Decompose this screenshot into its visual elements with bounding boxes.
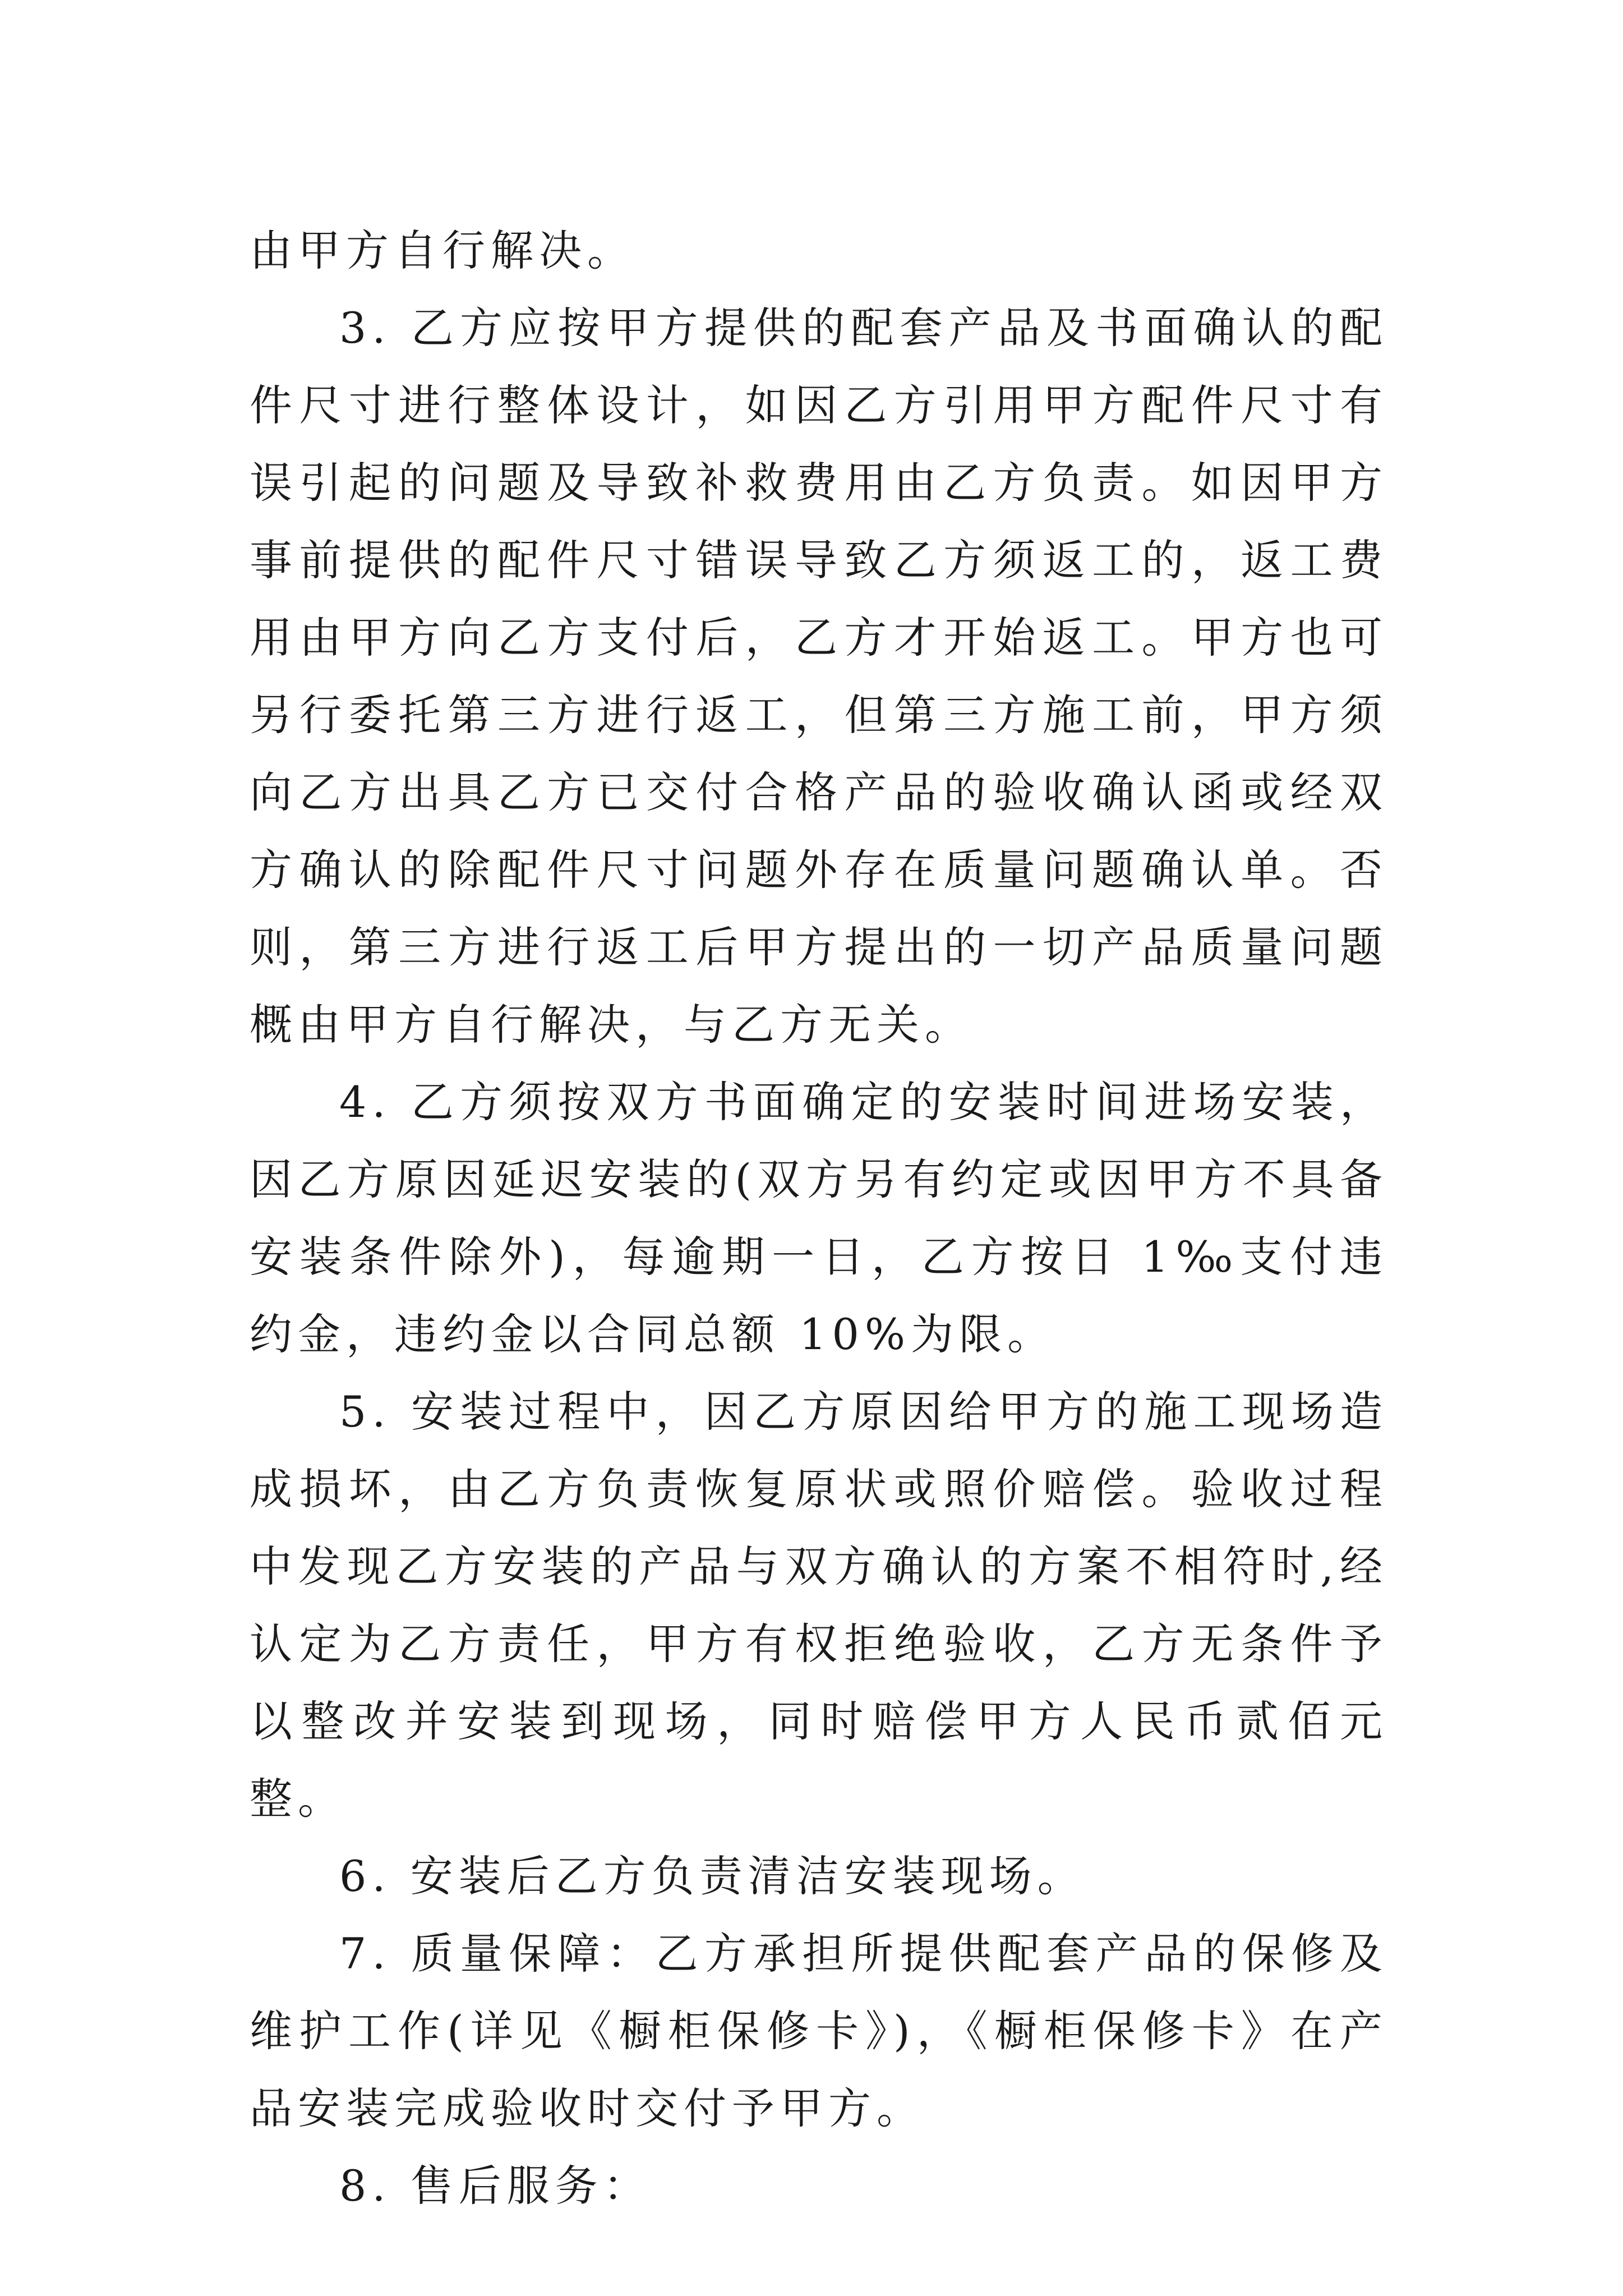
document-body: [250, 212, 1388, 2225]
clause-4: 4. 乙方须按双方书面确定的安装时间进场安装，因乙方原因延迟安装的(双方另有约定或因甲方不具备安装条件除外)，每逾期一日，乙方按日 1‰支付违约金，违约金以合同总额 10%为限。: [250, 1077, 1388, 1359]
clause-5: 5. 安装过程中，因乙方原因给甲方的施工现场造成损坏，由乙方负责恢复原状或照价赔偿。验收过程中发现乙方安装的产品与双方确认的方案不相符时,经认定为乙方责任，甲方有权拒绝验收，乙方无条件予以整改并安装到现场，同时赔偿甲方人民币贰佰元整。: [250, 1387, 1388, 1824]
clause-7: 7. 质量保障：乙方承担所提供配套产品的保修及维护工作(详见《橱柜保修卡》)，《橱柜保修卡》在产品安装完成验收时交付予甲方。: [250, 1929, 1388, 2133]
clause-3: 3. 乙方应按甲方提供的配套产品及书面确认的配件尺寸进行整体设计，如因乙方引用甲方配件尺寸有误引起的问题及导致补救费用由乙方负责。如因甲方事前提供的配件尺寸错误导致乙方须返工的，返工费用由甲方向乙方支付后，乙方才开始返工。甲方也可另行委托第三方进行返工，但第三方施工前，甲方须向乙方出具乙方已交付合格产品的验收确认函或经双方确认的除配件尺寸问题外存在质量问题确认单。否则，第三方进行返工后甲方提出的一切产品质量问题概由甲方自行解决，与乙方无关。: [250, 303, 1388, 1050]
paragraph-continuation: 由甲方自行解决。: [250, 226, 635, 275]
clause-6: 6. 安装后乙方负责清洁安装现场。: [339, 1851, 1086, 1901]
clause-8: 8. 售后服务：: [339, 2161, 652, 2211]
